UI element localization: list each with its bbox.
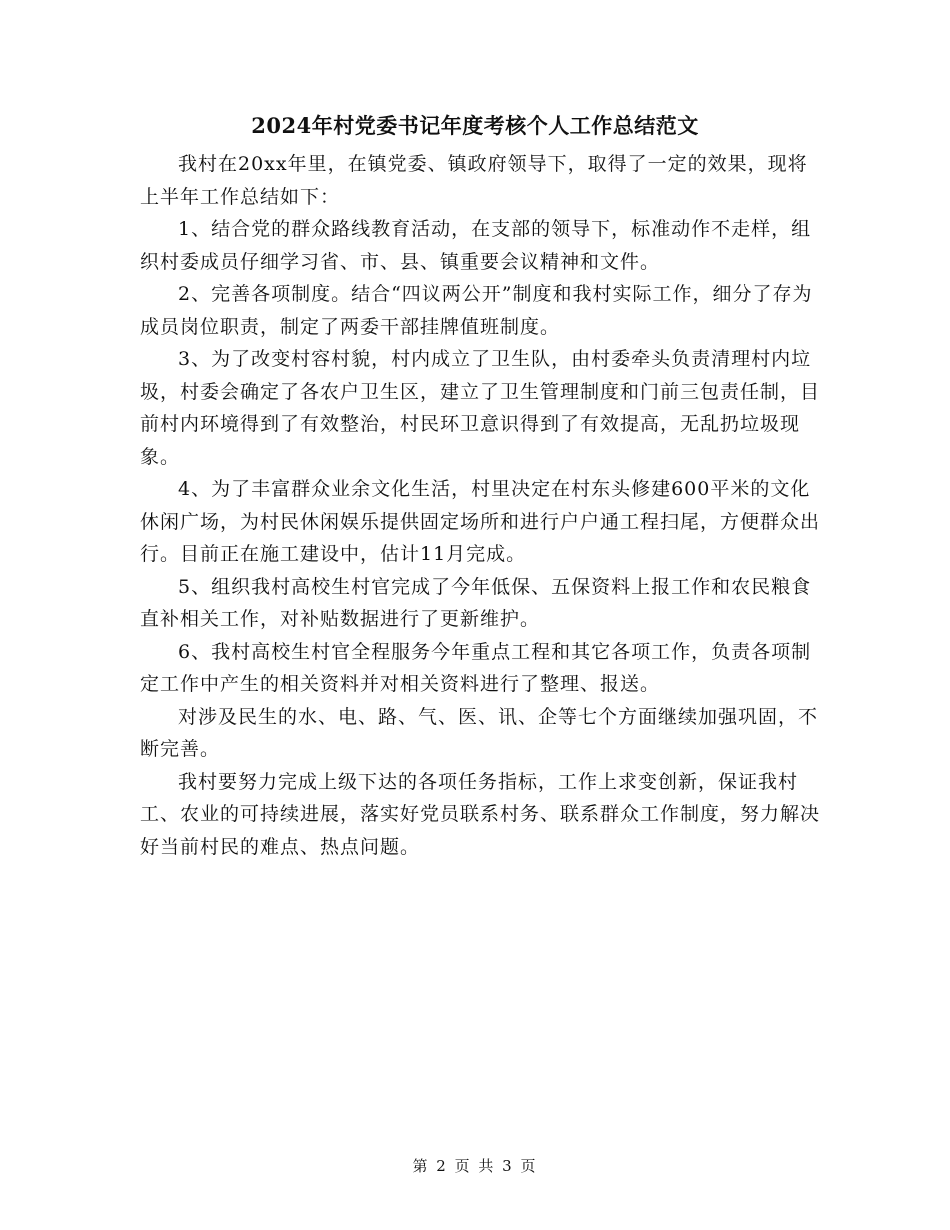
paragraph-livelihood: 对涉及民生的水、电、路、气、医、讯、企等七个方面继续加强巩固，不断完善。 xyxy=(140,705,819,760)
page-number-footer: 第 2 页 共 3 页 xyxy=(412,1157,538,1175)
paragraph-item-1: 1、结合党的群众路线教育活动，在支部的领导下，标准动作不走样，组织村委成员仔细学习省、市、县、镇重要会议精神和文件。 xyxy=(140,218,812,273)
paragraph-item-3: 3、为了改变村容村貌，村内成立了卫生队，由村委牵头负责清理村内垃圾，村委会确定了各农户卫生区，建立了卫生管理制度和门前三包责任制，目前村内环境得到了有效整治，村民环卫意识得到了有效提高，无乱扔垃圾现象。 xyxy=(140,348,821,468)
paragraph-intro: 我村在20xx年里，在镇党委、镇政府领导下，取得了一定的效果，现将上半年工作总结如下： xyxy=(140,153,808,208)
paragraph-item-2: 2、完善各项制度。结合“四议两公开”制度和我村实际工作，细分了存为成员岗位职责，制定了两委干部挂牌值班制度。 xyxy=(140,283,813,338)
paragraph-conclusion: 我村要努力完成上级下达的各项任务指标，工作上求变创新，保证我村工、农业的可持续进展，落实好党员联系村务、联系群众工作制度，努力解决好当前村民的难点、热点问题。 xyxy=(140,770,821,858)
document-body xyxy=(140,148,820,863)
paragraph-item-4: 4、为了丰富群众业余文化生活，村里决定在村东头修建600平米的文化休闲广场，为村民休闲娱乐提供固定场所和进行户户通工程扫尾，方便群众出行。目前正在施工建设中，估计11月完成。 xyxy=(140,478,821,565)
paragraph-item-5: 5、组织我村高校生村官完成了今年低保、五保资料上报工作和农民粮食直补相关工作，对补贴数据进行了更新维护。 xyxy=(140,575,812,630)
document-title: 2024年村党委书记年度考核个人工作总结范文 xyxy=(251,113,699,138)
paragraph-item-6: 6、我村高校生村官全程服务今年重点工程和其它各项工作，负责各项制定工作中产生的相关资料并对相关资料进行了整理、报送。 xyxy=(140,640,812,695)
